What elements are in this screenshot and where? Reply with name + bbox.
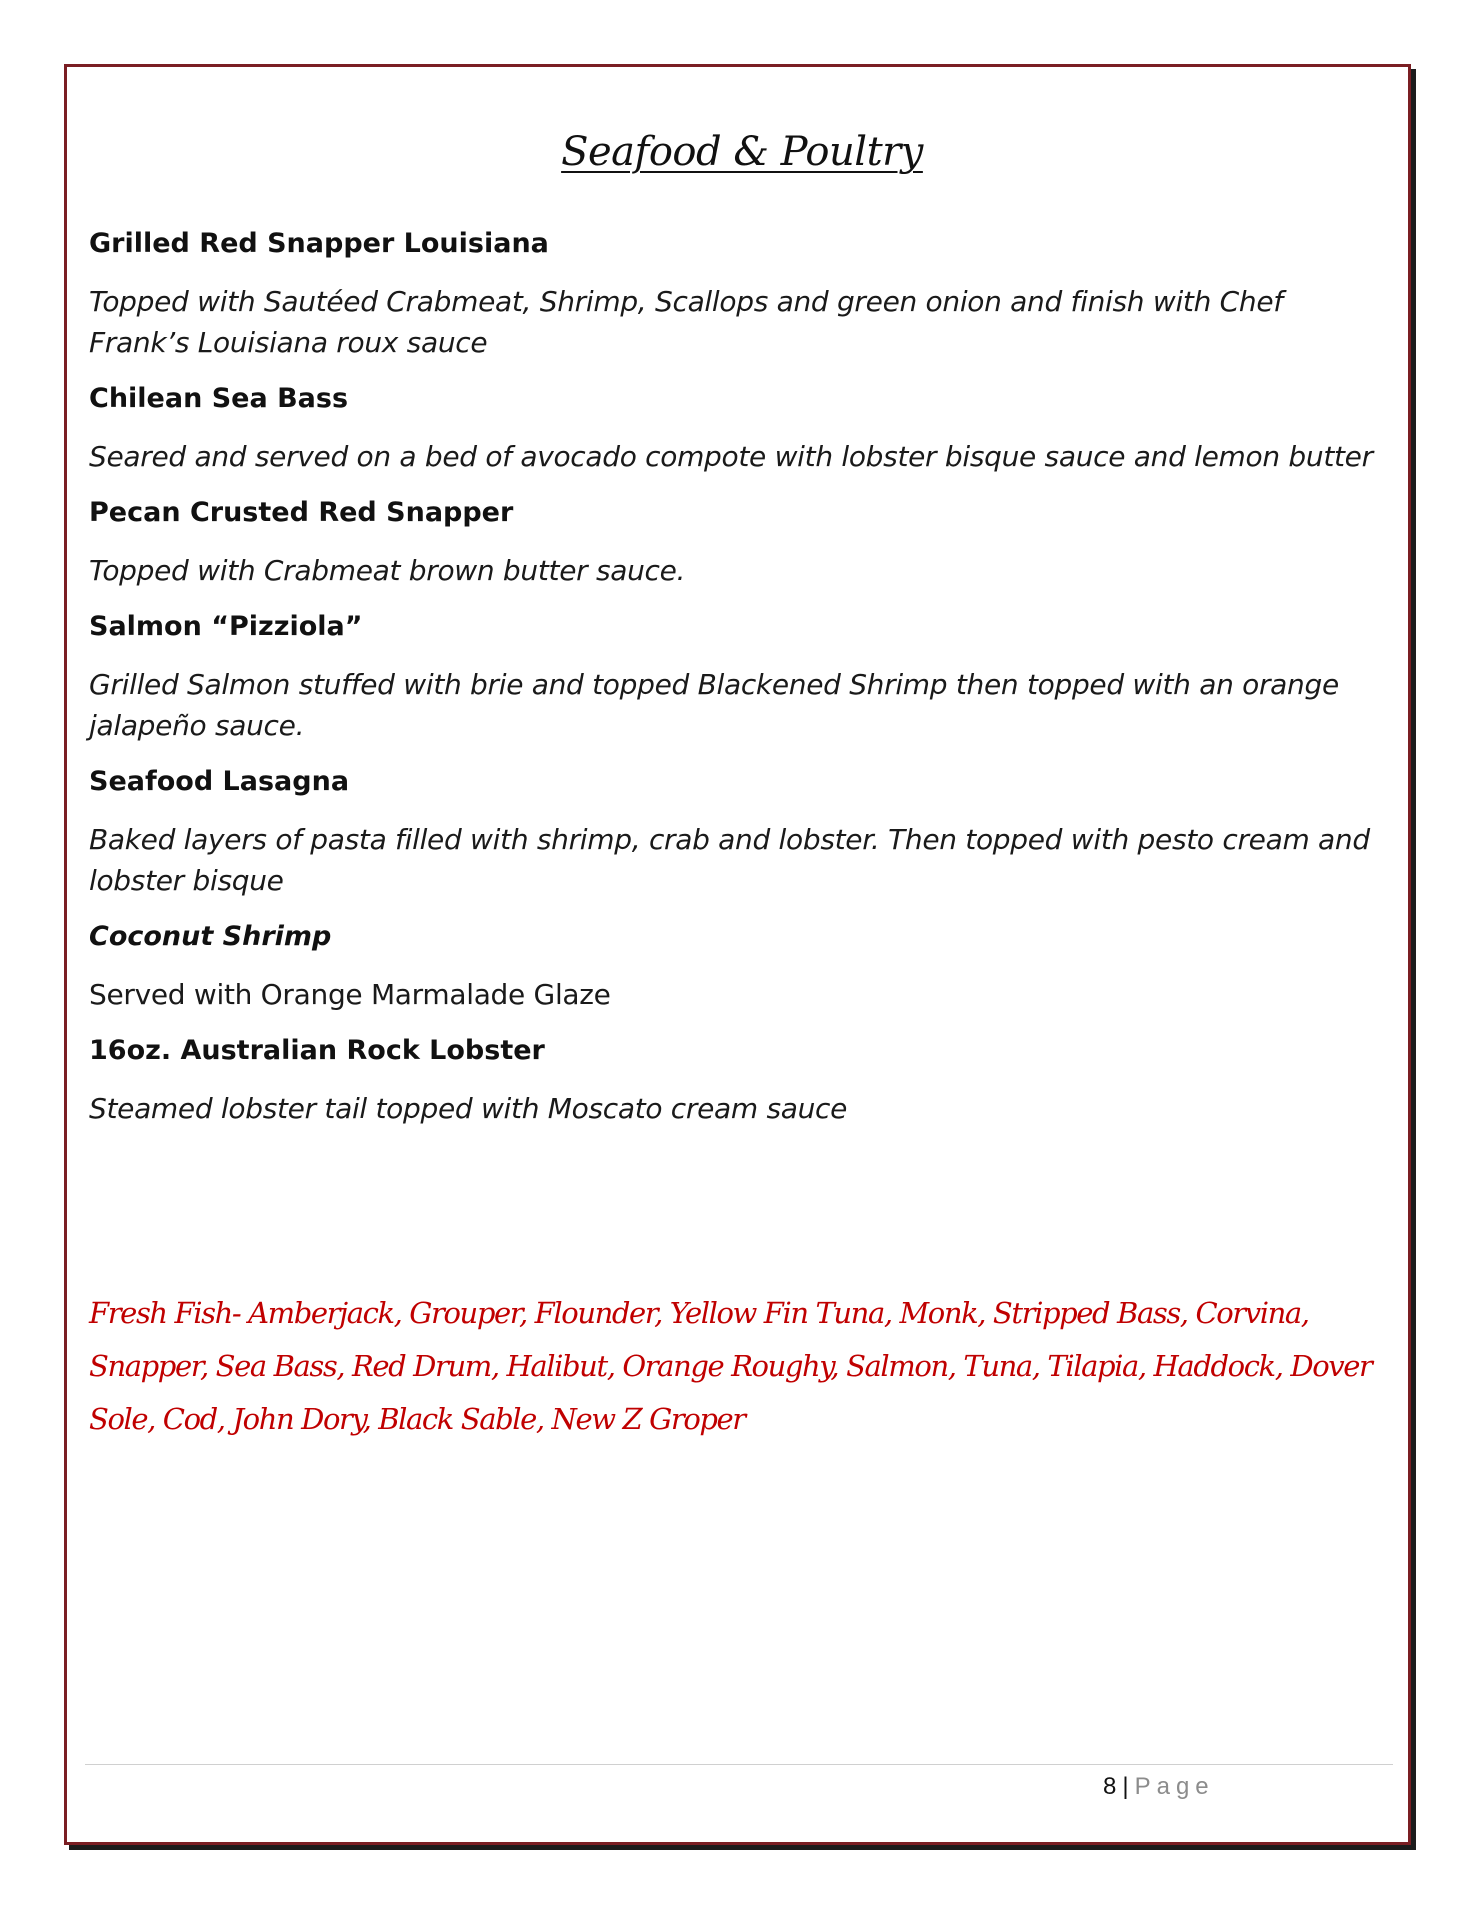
menu-item xyxy=(89,920,1389,1015)
menu-item xyxy=(89,496,1389,591)
menu-item xyxy=(89,382,1389,477)
menu-item-description: Served with Orange Marmalade Glaze xyxy=(89,978,611,1011)
page-label: Page xyxy=(1134,1773,1215,1800)
menu-item-description: Steamed lobster tail topped with Moscato cream sauce xyxy=(89,1092,848,1125)
menu-item xyxy=(89,765,1389,901)
menu-item-name: Salmon “Pizziola” xyxy=(89,611,363,642)
page-separator: | xyxy=(1122,1773,1129,1800)
fresh-fish-list: Fresh Fish- Amberjack, Grouper, Flounder, Yellow Fin Tuna, Monk, Stripped Bass, Corvina, Snapper, Sea Bass, Red Drum, Halibut, Orange Roughy, Salmon, Tuna, Tilapia, Haddock, Dover Sole, Cod, John Dory, Black Sable, New Z Groper xyxy=(89,1296,1372,1436)
menu-item xyxy=(89,610,1389,746)
page-footer xyxy=(1103,1769,1215,1805)
menu-item-description: Topped with Sautéed Crabmeat, Shrimp, Scallops and green onion and finish with Chef Frank’s Louisiana roux sauce xyxy=(89,285,1283,359)
menu-item-name: Pecan Crusted Red Snapper xyxy=(89,497,514,528)
menu-item-description: Grilled Salmon stuffed with brie and topped Blackened Shrimp then topped with an orange jalapeño sauce. xyxy=(89,668,1339,742)
page-number: 8 xyxy=(1103,1773,1117,1800)
menu-item-description: Baked layers of pasta filled with shrimp, crab and lobster. Then topped with pesto cream and lobster bisque xyxy=(89,823,1370,897)
page-title: Seafood & Poultry xyxy=(561,129,923,175)
menu-item-description: Topped with Crabmeat brown butter sauce. xyxy=(89,554,686,587)
menu-item-name: Grilled Red Snapper Louisiana xyxy=(89,228,549,259)
menu-item xyxy=(89,227,1389,363)
menu-item-name: Seafood Lasagna xyxy=(89,766,350,797)
page-frame xyxy=(64,64,1411,1845)
menu-item-name: Chilean Sea Bass xyxy=(89,383,349,414)
menu-item-description: Seared and served on a bed of avocado compote with lobster bisque sauce and lemon butter xyxy=(89,440,1373,473)
footer-divider xyxy=(85,1764,1393,1765)
menu-item-name: Coconut Shrimp xyxy=(89,921,332,952)
menu-item xyxy=(89,1034,1389,1129)
menu-item-name: 16oz. Australian Rock Lobster xyxy=(89,1035,545,1066)
menu-list xyxy=(89,227,1389,1148)
